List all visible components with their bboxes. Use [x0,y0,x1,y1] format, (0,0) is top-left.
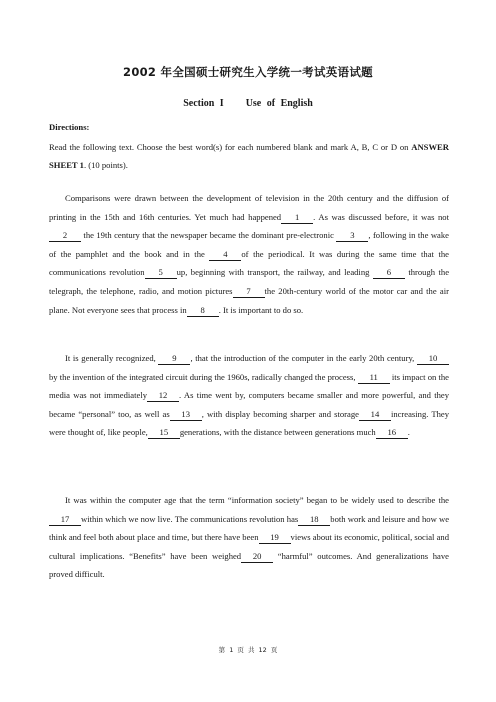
passage-text: . As time went by, computers became smaller and more powerful, and they became “personal” too, as well as [49,390,449,419]
answer-blank: 14 [359,409,391,421]
page-footer: 第 1 页 共 12 页 [218,646,278,654]
answer-blank: 3 [336,230,368,242]
passage-text: of the periodical. It was during the same time that the communications revolution [49,248,449,278]
answer-blank: 6 [373,267,405,279]
answer-blank: 17 [49,514,81,526]
passage-text: “harmful” outcomes. And generalizations have proved difficult. [49,550,449,580]
section-number: Section I [183,98,224,109]
passage-text: It is generally recognized, [65,353,159,363]
section-heading [0,98,496,109]
passage-text: Comparisons were drawn between the development of television in the 20th century and the diffusion of printing in the 15th and 16th centuries. Yet much had happened [49,193,449,222]
passage-text: its impact on the media was not immediately [49,371,449,401]
passage-text: , with display becoming sharper and storage [201,408,359,419]
passage-text: both work and leisure and how we think and feel both about place and time, but there have been [49,513,450,543]
passage-text: the 19th century that the newspaper became the dominant pre-electronic [81,230,337,241]
passage-paragraph-3 [49,491,449,584]
answer-blank: 5 [145,267,177,279]
directions-text: Read the following text. Choose the best word(s) for each numbered blank and mark A, B, C or D on ANSWER SHEET 1. (10 points). [49,142,449,170]
answer-blank: 4 [209,249,241,261]
passage-text: increasing. They were thought of, like people, [49,408,449,438]
answer-blank: 7 [233,286,265,298]
passage-text: . [407,427,410,438]
passage-paragraph-2 [49,349,449,442]
passage-text: through the telegraph, the telephone, radio, and motion pictures [49,267,450,296]
section-name: Use of English [245,98,313,109]
answer-blank: 10 [417,353,449,365]
passage-text: generations, with the distance between generations much [179,427,376,438]
answer-sheet-label: ANSWER SHEET 1 [49,142,449,170]
passage-text: by the invention of the integrated circuit during the 1960s, radically changed the process, [49,371,358,382]
answer-blank: 20 [241,551,273,563]
answer-blank: 8 [187,305,219,317]
passage-text: It was within the computer age that the term “information society” began to be widely used to describe the [65,495,449,505]
answer-blank: 19 [259,532,291,544]
answer-blank: 15 [148,427,180,439]
passage-text: . It is important to do so. [218,304,304,315]
answer-blank: 18 [298,514,330,526]
passage-text: the 20th-century world of the motor car and the air plane. Not everyone sees that process in [49,285,449,315]
passage-text: . As was discussed before, it was not [313,211,449,222]
answer-blank: 2 [49,230,81,242]
answer-blank: 9 [158,353,190,365]
passage-text: up, beginning with transport, the railway, and leading [176,267,373,278]
passage-text: views about its economic, political, social and cultural implications. “Benefits” have been weighed [49,532,450,561]
passage-text: , that the introduction of the computer in the early 20th century, [190,353,417,363]
passage-text: , following in the wake of the pamphlet and the book and in the [49,230,449,259]
passage-text: within which we now live. The communications revolution has [81,513,299,524]
answer-blank: 12 [147,390,179,402]
directions-heading: Directions: [49,122,90,132]
answer-blank: 16 [376,427,408,439]
passage-paragraph-1 [49,189,449,319]
answer-blank: 1 [281,212,313,224]
page-title: 2002 年全国硕士研究生入学统一考试英语试题 [123,65,373,79]
answer-blank: 11 [358,372,390,384]
answer-blank: 13 [170,409,202,421]
